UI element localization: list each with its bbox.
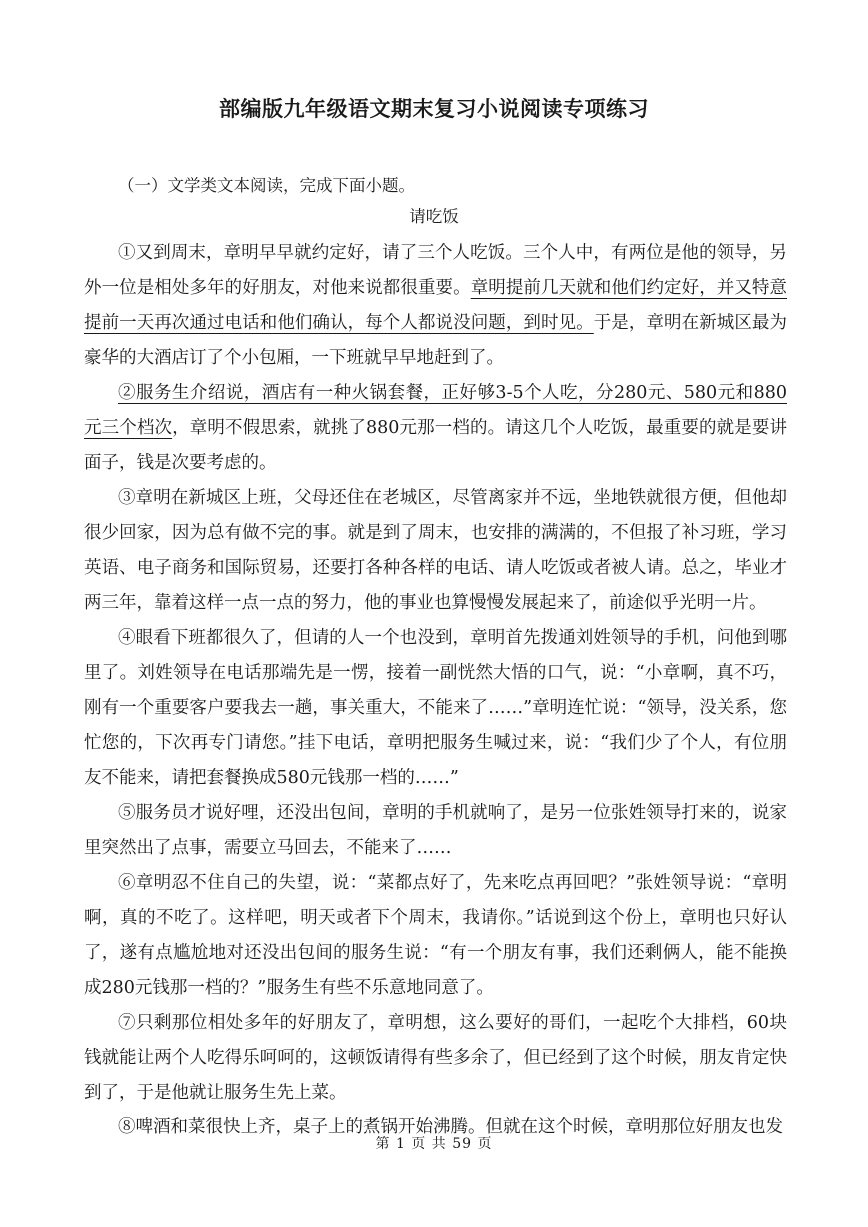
paragraph-text: ③章明在新城区上班，父母还住在老城区，尽管离家并不远，坐地铁就很方便，但他却很少回家，因为总有做不完的事。就是到了周末，也安排的满满的，不但报了补习班，学习英语、电子商务和国际贸易，还要打各种各样的电话、请人吃饭或者被人请。总之，毕业才两三年，靠着这样一点一点的努力，他的事业也算慢慢发展起来了，前途似乎光明一片。 <box>84 488 787 613</box>
page-footer: 第 1 页 共 59 页 <box>375 1136 493 1152</box>
paragraph-text: ④眼看下班都很久了，但请的人一个也没到，章明首先拨通刘姓领导的手机，问他到哪里了。刘姓领导在电话那端先是一愣，接着一副恍然大悟的口气，说：“小章啊，真不巧，刚有一个重要客户要我去一趟，事关重大，不能来了……”章明连忙说：“领导，没关系，您忙您的，下次再专门请您。”挂下电话，章明把服务生喊过来，说：“我们少了个人，有位朋友不能来，请把套餐换成580元钱那一档的……” <box>84 628 787 788</box>
underlined-text: ②服务生介绍说，酒店有一种火锅套餐，正好够3-5个人吃，分280元、580元和880元三个档次 <box>84 383 787 438</box>
paragraph-2 <box>84 376 787 481</box>
paragraph-text: ⑤服务员才说好哩，还没出包间，章明的手机就响了，是另一位张姓领导打来的，说家里突然出了点事，需要立马回去，不能来了…… <box>84 803 787 858</box>
paragraph-text: ⑥章明忍不住自己的失望，说：“菜都点好了，先来吃点再回吧？”张姓领导说：“章明啊，真的不吃了。这样吧，明天或者下个周末，我请你。”话说到这个份上，章明也只好认了，遂有点尴尬地对还没出包间的服务生说：“有一个朋友有事，我们还剩俩人，能不能换成280元钱那一档的？”服务生有些不乐意地同意了。 <box>84 873 787 998</box>
paragraph-3 <box>84 481 787 621</box>
paragraph-text: ⑦只剩那位相处多年的好朋友了，章明想，这么要好的哥们，一起吃个大排档，60块钱就能让两个人吃得乐呵呵的，这顿饭请得有些多余了，但已经到了这个时候，朋友肯定快到了，于是他就让服务生先上菜。 <box>84 1013 787 1103</box>
paragraph-1 <box>84 236 787 376</box>
document-title: 部编版九年级语文期末复习小说阅读专项练习 <box>219 97 649 121</box>
paragraph-text: 于是，章明在新城区最为豪华的大酒店订了个小包厢，一下班就早早地赶到了。 <box>84 313 788 368</box>
paragraph-text: ，章明不假思索，就挑了880元那一档的。请这几个人吃饭，最重要的就是要讲面子，钱是次要考虑的。 <box>84 418 787 473</box>
paragraph-7 <box>84 1006 787 1111</box>
section-heading: （一）文学类文本阅读，完成下面小题。 <box>118 176 415 195</box>
paragraph-5 <box>84 796 787 866</box>
paragraph-6 <box>84 866 787 1006</box>
paragraph-4 <box>84 621 787 796</box>
story-title: 请吃饭 <box>409 207 459 226</box>
underlined-text: 章明提前几天就和他们约定好，并又特意提前一天再次通过电话和他们确认，每个人都说没问题，到时见。 <box>84 278 788 333</box>
paragraph-text: ①又到周末，章明早早就约定好，请了三个人吃饭。三个人中，有两位是他的领导，另外一位是相处多年的好朋友，对他来说都很重要。 <box>84 243 787 298</box>
paragraph-text: ⑧啤酒和菜很快上齐，桌子上的煮锅开始沸腾。但就在这个时候，章明那位好朋友也发 <box>118 1117 783 1137</box>
